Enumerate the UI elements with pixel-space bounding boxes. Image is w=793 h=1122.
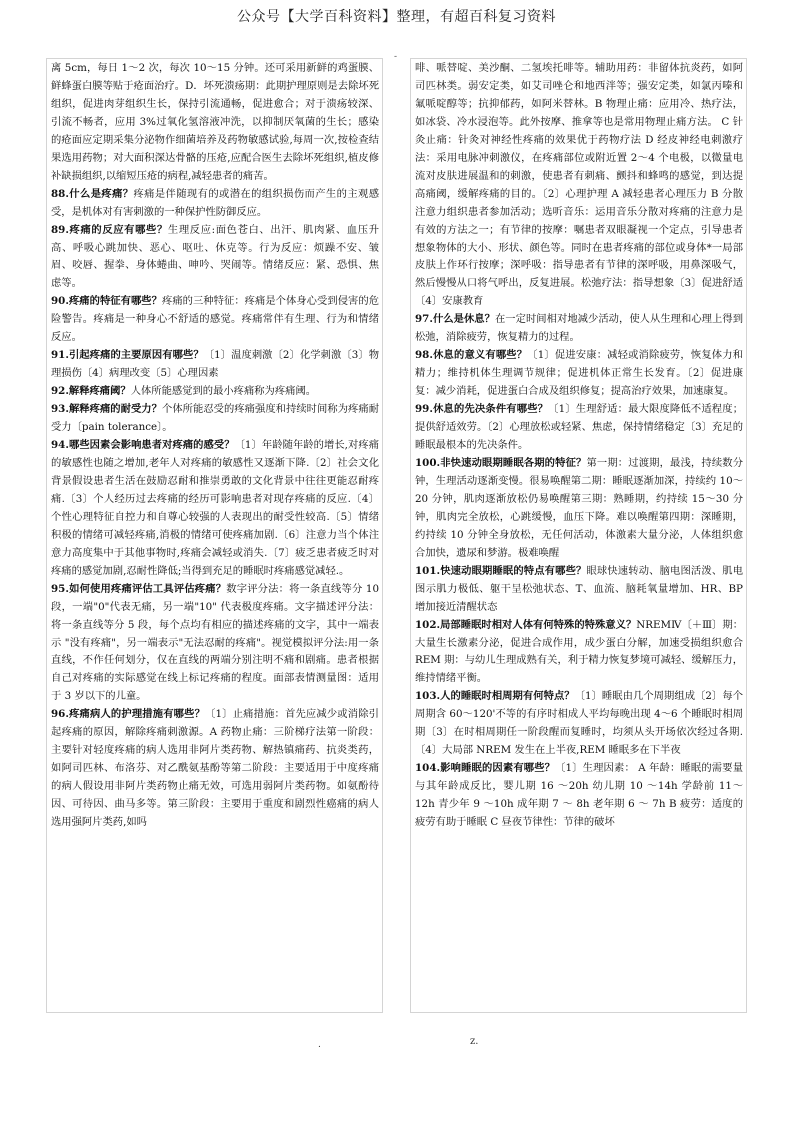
answer-text: 疼痛的三种特征：疼痛是个体身心受到侵害的危险警告。疼痛是一种身心不舒适的感觉。疼痛常伴有生理、行为和情绪反应。 — [51, 295, 379, 344]
answer-text: 在一定时间相对地减少活动，使人从生理和心理上得到松弛，消除疲劳，恢复精力的过程。 — [415, 313, 743, 344]
answer-text: 眼球快速转动、脑电图活泼、肌电图示肌力极低、躯干呈松弛状态、T、血流、脑耗氧量增加、HR、BP 增加接近清醒状态 — [415, 564, 744, 613]
question-heading: 101.快速动眼期睡眠的特点有哪些？ — [415, 564, 587, 577]
page-number: z. — [470, 1036, 479, 1047]
answer-text: 〔1〕生理因素： A 年龄：睡眠的需要量与其年龄成反比，婴儿期 16 ～20h 幼儿期 10 ～14h 学龄前 11～ 12h 青少年 9 ～10h 成年期 7 ～ 8h 老年期 6 ～ 7h B 疲劳：适度的疲劳有助于睡眠 C 昼夜节律性：节律的破坏 — [415, 762, 743, 829]
answer-text: 〔1〕止痛措施：首先应减少或消除引起疼痛的原因，解除疼痛刺激源。A 药物止痛：三阶梯疗法第一阶段：主要针对轻度疼痛的病人选用非阿片类药物、解热镇痛药、抗炎类药，如阿司匹林、布洛芬、对乙酰氨基酚等第二阶段：主要适用于中度疼痛的病人假设用非阿片类药物止痛无效，可选用弱阿片类药物。如氨酚待因、可待因、曲马多等。第三阶段：主要用于重度和剧烈性癌痛的病人选用强阿片类药,如吗 — [51, 708, 379, 829]
answer-text: 〔1〕生理舒适：最大限度降低不适程度；提供舒适效劳。〔2〕心理放松或轻紧、焦虑，保持情绪稳定〔3〕充足的睡眠最根本的先决条件。 — [415, 403, 743, 452]
qa-paragraph — [415, 760, 743, 832]
question-heading: 98.休息的意义有哪些？ — [415, 349, 528, 362]
qa-paragraph — [415, 455, 743, 563]
qa-paragraph — [415, 617, 743, 689]
qa-paragraph — [51, 347, 379, 383]
question-heading: 91.引起疼痛的主要原因有哪些？ — [51, 349, 204, 362]
answer-text: 离 5cm，每日 1～2 次，每次 10～15 分钟。还可采用新鲜的鸡蛋膜、鲜蜂蛋白膜等贴于疮面治疗。D．坏死溃疡期：此期护理原则是去除坏死组织，促进肉芽组织生长，保持引流通畅，促进愈合；对于溃疡较深、引流不畅者，应用 3%过氧化氢溶液冲洗，以抑制厌氧菌的生长；感染的疮面应定期采集分泌物作细菌培养及药物敏感试验,每周一次,按检查结果选用药物；对大面积深达骨骼的压疮,应配合医生去除坏死组织,植皮修补缺损组织,以缩短压疮的病程,减轻患者的痛苦。 — [51, 62, 379, 182]
qa-paragraph — [415, 688, 743, 760]
answer-text: 第一期：过渡期，最浅，持续数分钟，生理活动逐渐变慢。很易唤醒第二期：睡眠逐渐加深，持续约 10～20 分钟，肌肉逐渐放松仍易唤醒第三期：熟睡期，约持续 15～30 分钟，肌肉完全放松，心跳缓慢，血压下降。难以唤醒第四期：深睡期，约持续 10 分钟全身放松，无任何活动，体激素大量分泌，人体组织愈合加快，遗尿和梦游。极难唤醒 — [415, 456, 744, 559]
qa-paragraph — [415, 563, 743, 617]
qa-paragraph — [51, 581, 379, 707]
page-header: 公众号【大学百科资料】整理，有超百科复习资料 — [237, 9, 556, 25]
qa-paragraph — [51, 401, 379, 437]
answer-text: 〔1〕年龄随年龄的增长,对疼痛的敏感性也随之增加,老年人对疼痛的敏感性又逐渐下降.〔2〕社会文化背景假设患者生活在鼓励忍耐和推崇勇敢的文化背景中往往更能忍耐疼痛.〔3〕个人经历过去疼痛的经历可影响患者对现存疼痛的反应.〔4〕个性心理特征自控力和自尊心较强的人表现出的耐受性较高.〔5〕情绪积极的情绪可减轻疼痛,消极的情绪可使疼痛加剧.〔6〕注意力当个体注意力高度集中于其他事物时,疼痛会减轻或消失.〔7〕疲乏患者疲乏时对疼痛的感觉加剧,忍耐性降低;当得到充足的睡眠时疼痛感觉减轻.。 — [51, 439, 380, 577]
question-heading: 95.如何使用疼痛评估工具评估疼痛？ — [51, 582, 227, 595]
answer-text: 人体所能感觉到的最小疼痛称为疼痛阈。 — [130, 385, 317, 398]
qa-paragraph — [415, 347, 743, 401]
question-heading: 88.什么是疼痛？ — [51, 187, 134, 200]
answer-text: 〔1〕促进安康：减轻或消除疲劳，恢复体力和精力；维持机体生理调节规律；促进机体正常生长发育。〔2〕促进康复：减少消耗，促进蛋白合成及组织修复；提高治疗效果，加速康复。 — [415, 349, 743, 398]
question-heading: 90.疼痛的特征有哪些？ — [51, 295, 162, 308]
question-heading: 103.人的睡眠时相周期有何特点？ — [415, 690, 575, 703]
question-heading: 102.局部睡眠时相对人体有何特殊的特殊意义？ — [415, 618, 637, 631]
answer-text: 生理反应:面色苍白、出汗、肌肉紧、血压升高、呼吸心跳加快、恶心、呕吐、休克等。行为反应：烦躁不安、皱眉、咬唇、握拳、身体蜷曲、呻吟、哭闹等。情绪反应：紧、恐惧、焦虑等。 — [51, 223, 380, 290]
question-heading: 94.哪些因素会影响患者对疼痛的感受？ — [51, 439, 235, 452]
qa-paragraph — [415, 60, 743, 311]
answer-text: 数字评分法：将一条直线等分 10 段，一端"0"代表无痛，另一端"10" 代表极度疼痛。文字描述评分法：将一条直线等分 5 段，每个点均有相应的描述疼痛的文字，其中一端表示 "没有疼痛"，另一端表示"无法忍耐的疼痛"。视觉模拟评分法:用一条直线，不作任何划分，仅在直线的两端分别注明不痛和剧痛。患者根据自己对疼痛的实际感觉在线上标记疼痛的程度。面部表情测量图：适用于 3 岁以下的儿童。 — [51, 582, 379, 703]
footer-mark: . — [318, 1040, 321, 1050]
question-heading: 99.休息的先决条件有哪些？ — [415, 403, 549, 416]
question-heading: 97.什么是休息？ — [415, 313, 495, 326]
left-column — [46, 58, 383, 1013]
answer-text: 个体所能忍受的疼痛强度和持续时间称为疼痛耐受力〔pain tolerance〕。 — [51, 403, 379, 434]
qa-paragraph — [51, 186, 379, 222]
answer-text: 啡、哌替啶、美沙酮、二氢埃托啡等。辅助用药：非留体抗炎药，如阿司匹林类。弱安定类，如艾司唑仑和地西泮等；强安定类，如氯丙嗪和氟哌啶醇等；抗抑郁药，如阿米替林。B 物理止痛：应用冷、热疗法，如冰袋、冷水浸泡等。此外按摩、推拿等也是常用物理止痛方法。 C 针灸止痛：针灸对神经性疼痛的效果优于药物疗法 D 经皮神经电刺激疗法：采用电脉冲刺激仪，在疼痛部位或附近置 2～4 个电极，以微量电流对皮肤进展温和的刺激，使患者有刺痛、颤抖和蜂鸣的感觉，到达提高痛阈，缓解疼痛的目的。〔2〕心理护理 A 减轻患者心理压力 B 分散注意力组织患者参加活动；选听音乐：运用音乐分散对疼痛的注意力是有效的方法之一；有节律的按摩：嘱患者双眼凝视一个定点，引导患者想象物体的大小、形状、颜色等。同时在患者疼痛的部位或身体*一局部皮肤上作环行按摩；深呼吸：指导患者有节律的深呼吸，用鼻深吸气，然后慢慢从口将气呼出，反复进展。松弛疗法：指导想象〔3〕促进舒适〔4〕安康教育 — [415, 62, 743, 308]
qa-paragraph — [51, 437, 379, 581]
qa-paragraph — [51, 60, 379, 186]
qa-paragraph — [51, 293, 379, 347]
qa-paragraph — [51, 383, 379, 401]
question-heading: 100.非快速动眼期睡眠各期的特征？ — [415, 456, 587, 469]
question-heading: 89.疼痛的反应有哪些？ — [51, 223, 168, 236]
right-column — [410, 58, 747, 1013]
question-heading: 92.解释疼痛阈？ — [51, 385, 131, 398]
question-heading: 93.解释疼痛的耐受力？ — [51, 403, 162, 416]
answer-text: 〔1〕睡眠由几个周期组成〔2〕每个周期含 60～120'不等的有序时相成人平均每晚出现 4～6 个睡眠时相周期〔3〕在时相周期任一阶段醒而复睡时，均须从头开场依次经过各期.〔4〕大局部 NREM 发生在上半夜,REM 睡眠多在下半夜 — [415, 690, 743, 757]
qa-paragraph — [415, 401, 743, 455]
answer-text: 疼痛是伴随现有的或潜在的组织损伤而产生的主观感受，是机体对有害刺激的一种保护性防御反应。 — [51, 187, 379, 218]
qa-paragraph — [51, 706, 379, 832]
answer-text: NREMⅣ〔＋Ⅲ〕期：大量生长激素分泌，促进合成作用，成少蛋白分解，加速受损组织愈合 REM 期：与幼儿生理成熟有关，利于精力恢复梦境可减轻、缓解压力，维持情绪平衡。 — [415, 618, 743, 685]
question-heading: 96.疼痛病人的护理措施有哪些？ — [51, 708, 206, 721]
header-mark: - — [394, 52, 398, 62]
qa-paragraph — [51, 222, 379, 294]
qa-paragraph — [415, 311, 743, 347]
answer-text: 〔1〕温度刺激〔2〕化学刺激〔3〕物理损伤〔4〕病理改变〔5〕心理因素 — [51, 349, 379, 380]
question-heading: 104.影响睡眠的因素有哪些？ — [415, 762, 556, 775]
